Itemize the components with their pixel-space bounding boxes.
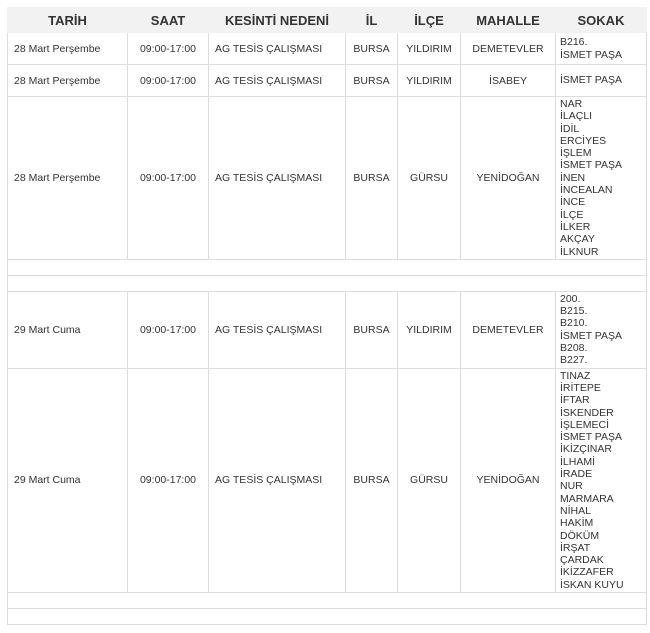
street-item: DÖKÜM [560, 529, 600, 542]
street-item: ÇARDAK [560, 554, 604, 567]
street-item: İNCE [560, 196, 586, 209]
cell-time: 09:00-17:00 [128, 33, 209, 65]
cell-date: 28 Mart Perşembe [8, 97, 128, 260]
street-item: İRADE [560, 468, 593, 481]
cell-reason: AG TESİS ÇALIŞMASI [209, 291, 346, 368]
street-item: İSMET PAŞA [560, 74, 623, 87]
street-item: İLHAMİ [560, 455, 596, 468]
table-row [8, 291, 647, 368]
header-reason: KESİNTİ NEDENİ [209, 8, 346, 33]
cell-reason: AG TESİS ÇALIŞMASI [209, 97, 346, 260]
street-item: İSMET PAŞA [560, 48, 623, 61]
cell-reason: AG TESİS ÇALIŞMASI [209, 368, 346, 592]
outage-table-container [7, 7, 646, 625]
empty-cell [8, 608, 647, 624]
street-item: MARMARA [560, 492, 614, 505]
street-item: NUR [560, 480, 583, 493]
table-row [8, 33, 647, 65]
table-row [8, 65, 647, 97]
header-city: İL [346, 8, 398, 33]
empty-row [8, 592, 647, 608]
cell-date: 28 Mart Perşembe [8, 65, 128, 97]
street-item: İKİZZAFER [560, 566, 614, 579]
empty-row [8, 259, 647, 275]
street-item: NİHAL [560, 504, 591, 517]
header-date: TARİH [8, 8, 128, 33]
street-list [560, 98, 642, 258]
street-item: B216. [560, 36, 588, 49]
empty-row [8, 608, 647, 624]
street-item: İLÇE [560, 208, 584, 221]
street-item: İLKNUR [560, 245, 599, 258]
street-item: İDİL [560, 122, 580, 135]
cell-district: YILDIRIM [398, 291, 461, 368]
street-item: İŞLEM [560, 147, 592, 160]
cell-city: BURSA [346, 65, 398, 97]
cell-district: GÜRSU [398, 97, 461, 260]
cell-streets [556, 65, 647, 97]
street-item: ERCİYES [560, 134, 607, 147]
header-neighborhood: MAHALLE [461, 8, 556, 33]
table-header-row [8, 8, 647, 33]
table-row [8, 97, 647, 260]
street-item: HAKİM [560, 517, 594, 530]
cell-streets [556, 33, 647, 65]
street-item: İŞLEMECİ [560, 418, 610, 431]
header-district: İLÇE [398, 8, 461, 33]
cell-district: YILDIRIM [398, 65, 461, 97]
street-item: İNEN [560, 171, 586, 184]
street-item: İSMET PAŞA [560, 431, 623, 444]
street-item: 200. [560, 292, 581, 305]
street-item: İLAÇLI [560, 110, 593, 123]
street-item: İRİTEPE [560, 381, 601, 394]
cell-date: 29 Mart Cuma [8, 291, 128, 368]
cell-neighborhood: DEMETEVLER [461, 33, 556, 65]
street-item: B208. [560, 342, 588, 355]
empty-row [8, 275, 647, 291]
street-item: İKİZÇINAR [560, 443, 612, 456]
cell-date: 28 Mart Perşembe [8, 33, 128, 65]
street-item: İSMET PAŞA [560, 329, 623, 342]
street-item: İSKENDER [560, 406, 614, 419]
cell-neighborhood: YENİDOĞAN [461, 97, 556, 260]
cell-city: BURSA [346, 291, 398, 368]
cell-streets [556, 97, 647, 260]
cell-time: 09:00-17:00 [128, 291, 209, 368]
cell-neighborhood: DEMETEVLER [461, 291, 556, 368]
cell-streets [556, 368, 647, 592]
cell-city: BURSA [346, 97, 398, 260]
street-item: İSMET PAŞA [560, 159, 623, 172]
street-item: İFTAR [560, 394, 590, 407]
street-item: B210. [560, 317, 588, 330]
empty-cell [8, 592, 647, 608]
street-item: İRŞAT [560, 541, 591, 554]
street-item: İLKER [560, 220, 591, 233]
street-list [560, 370, 642, 591]
cell-city: BURSA [346, 33, 398, 65]
empty-cell [8, 259, 647, 275]
empty-cell [8, 275, 647, 291]
street-item: NAR [560, 98, 583, 110]
outage-table [7, 7, 647, 625]
cell-time: 09:00-17:00 [128, 368, 209, 592]
cell-district: GÜRSU [398, 368, 461, 592]
cell-neighborhood: İSABEY [461, 65, 556, 97]
cell-city: BURSA [346, 368, 398, 592]
header-street: SOKAK [556, 8, 647, 33]
cell-reason: AG TESİS ÇALIŞMASI [209, 65, 346, 97]
cell-neighborhood: YENİDOĞAN [461, 368, 556, 592]
street-item: İSKAN KUYU [560, 578, 624, 591]
street-list [560, 74, 642, 86]
cell-time: 09:00-17:00 [128, 97, 209, 260]
cell-date: 29 Mart Cuma [8, 368, 128, 592]
table-row [8, 368, 647, 592]
street-item: B227. [560, 354, 588, 367]
street-item: B215. [560, 305, 588, 318]
cell-streets [556, 291, 647, 368]
street-list [560, 36, 642, 61]
street-list [560, 293, 642, 367]
cell-reason: AG TESİS ÇALIŞMASI [209, 33, 346, 65]
cell-district: YILDIRIM [398, 33, 461, 65]
street-item: AKÇAY [560, 233, 595, 246]
header-time: SAAT [128, 8, 209, 33]
cell-time: 09:00-17:00 [128, 65, 209, 97]
street-item: İNCEALAN [560, 184, 613, 197]
street-item: TINAZ [560, 369, 591, 382]
